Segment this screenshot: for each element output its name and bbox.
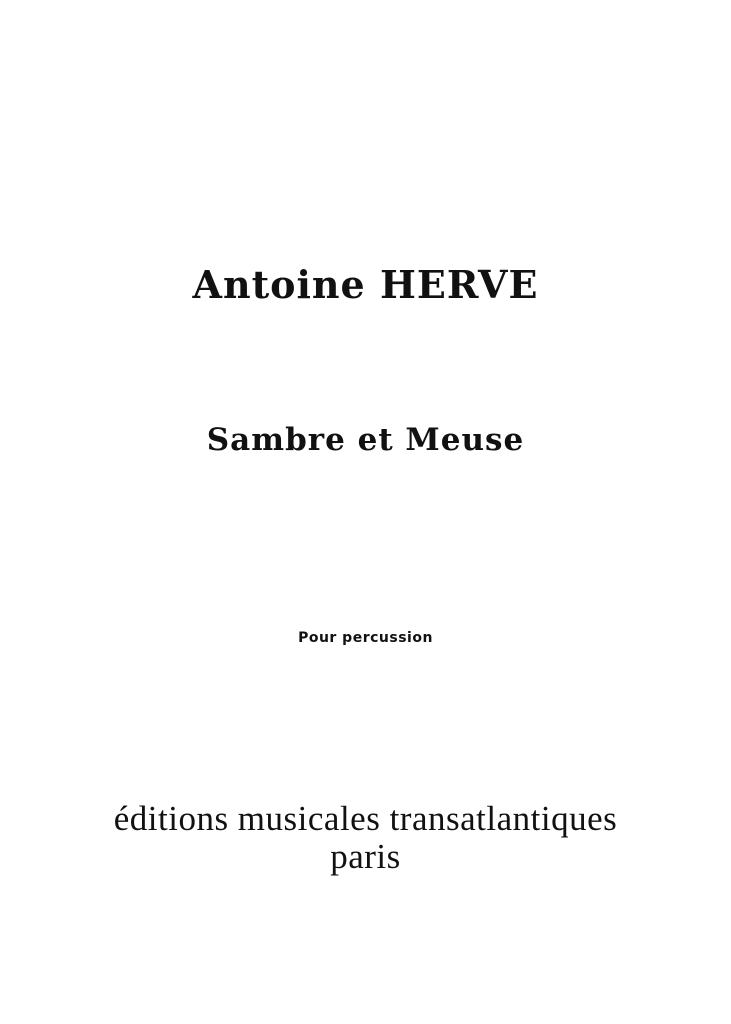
publisher-name: éditions musicales transatlantiques: [113, 799, 618, 838]
publisher-block: [0, 800, 731, 876]
work-title: Sambre et Meuse: [206, 422, 525, 458]
publisher-city: paris: [330, 837, 401, 876]
composer-name: Antoine HERVE: [192, 262, 539, 307]
instrumentation-text: Pour percussion: [298, 630, 433, 646]
